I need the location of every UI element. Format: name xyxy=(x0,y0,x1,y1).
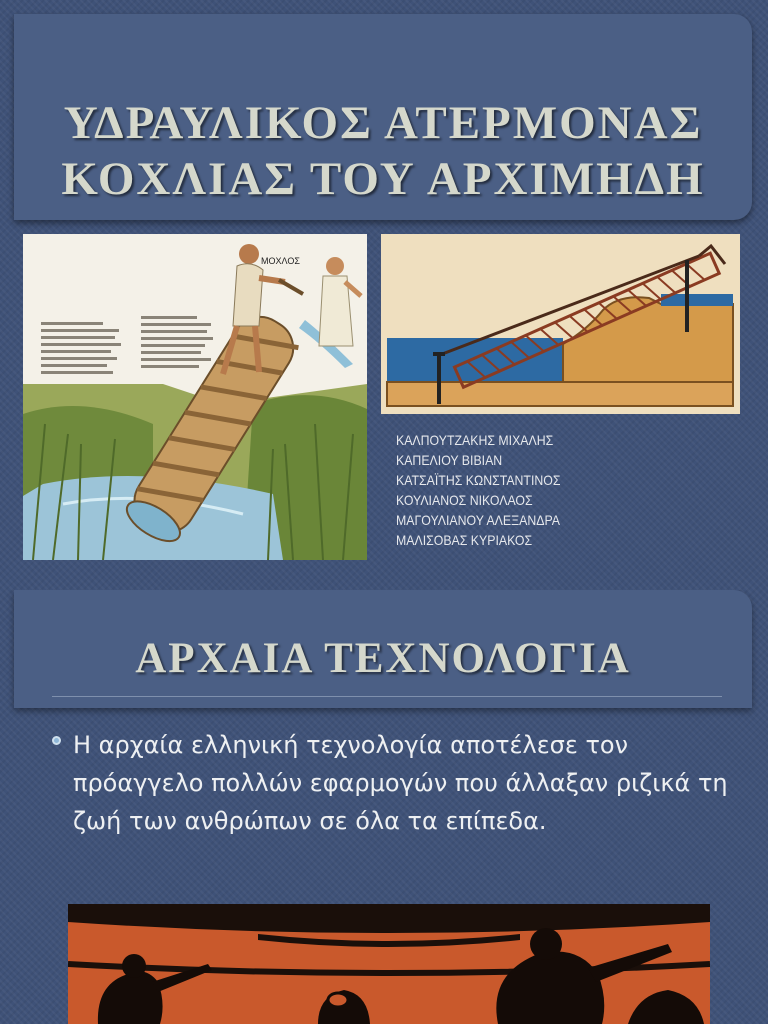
archimedes-screw-illustration xyxy=(23,234,367,560)
bullet-item xyxy=(52,726,732,840)
slide-title-line-2: ΚΟΧΛΙΑΣ ΤΟΥ ΑΡΧΙΜΗΔΗ xyxy=(61,153,705,205)
author-name: ΚΑΤΣΑΪΤΗΣ ΚΩΝΣΤΑΝΤΙΝΟΣ xyxy=(396,472,561,488)
vase-painting-drawing xyxy=(68,904,710,1024)
title-panel xyxy=(14,590,752,708)
title-panel xyxy=(14,14,752,220)
screw-diagram-drawing xyxy=(381,234,740,414)
lever-label: ΜΟΧΛΟΣ xyxy=(261,256,300,266)
author-name: ΜΑΓΟΥΛΙΑΝΟΥ ΑΛΕΞΑΝΔΡΑ xyxy=(396,512,560,528)
slide-title: ΑΡΧΑΙΑ ΤΕΧΝΟΛΟΓΙΑ xyxy=(135,635,631,682)
author-name: ΚΟΥΛΙΑΝΟΣ ΝΙΚΟΛΑΟΣ xyxy=(396,492,533,508)
slide-title-line-1: ΥΔΡΑΥΛΙΚΟΣ ΑΤΕΡΜΟΝΑΣ xyxy=(63,97,703,149)
slide-ancient-technology xyxy=(0,590,768,1024)
screw-illustration-drawing xyxy=(23,234,367,560)
greek-vase-image xyxy=(68,904,710,1024)
author-name: ΚΑΠΕΛΙΟΥ ΒΙΒΙΑΝ xyxy=(396,452,503,468)
archimedes-screw-diagram xyxy=(381,234,740,414)
author-name: ΜΑΛΙΣΟΒΑΣ ΚΥΡΙΑΚΟΣ xyxy=(396,532,533,548)
bullet-text: Η αρχαία ελληνική τεχνολογία αποτέλεσε τον πρόαγγελο πολλών εφαρμογών που άλλαξαν ριζικά τη ζωή των ανθρώπων σε όλα τα επίπεδα. xyxy=(73,731,728,835)
authors-list xyxy=(396,430,695,550)
author-name: ΚΑΛΠΟΥΤΖΑΚΗΣ ΜΙΧΑΛΗΣ xyxy=(396,432,554,448)
title-divider xyxy=(52,696,722,697)
bullet-icon xyxy=(52,736,61,745)
